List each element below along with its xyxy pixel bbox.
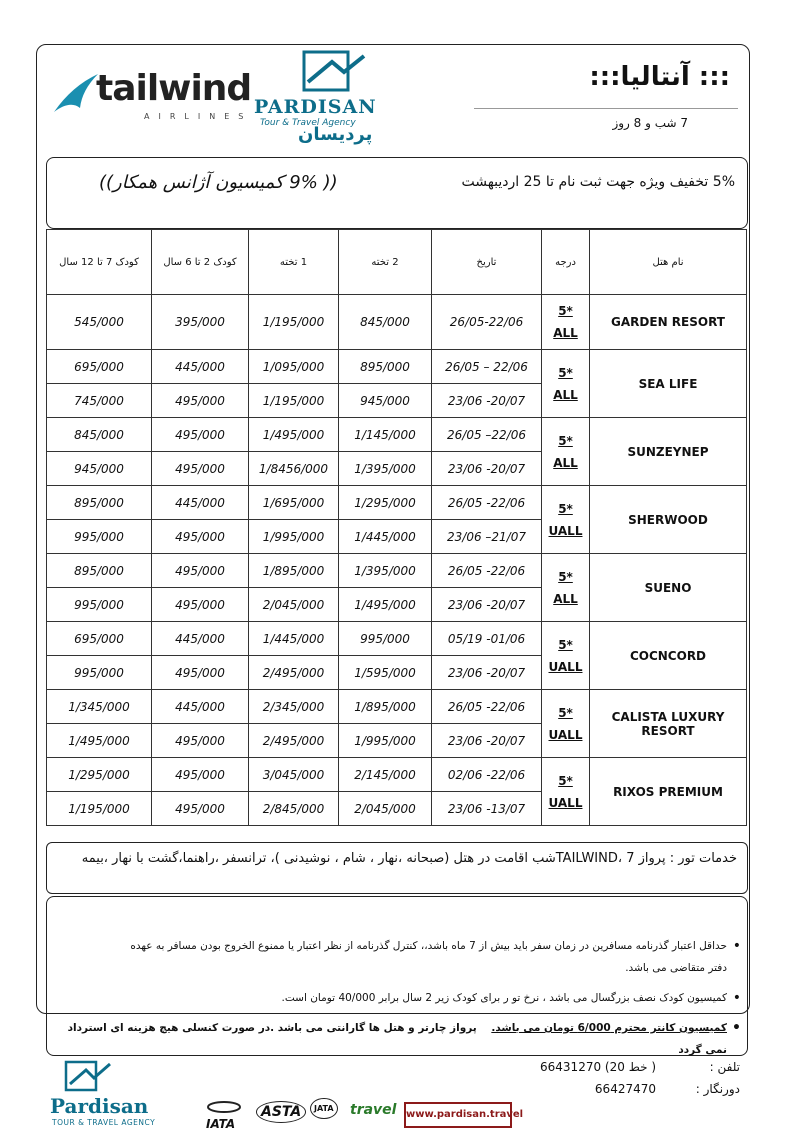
cell-grade (542, 758, 590, 826)
cell-date: 05/19 -01/06 (432, 622, 542, 656)
iata-wings-icon (206, 1100, 242, 1114)
table-row (47, 690, 747, 724)
cell-child-7-12: 1/495/000 (47, 724, 152, 758)
cell-single: 2/045/000 (249, 588, 339, 622)
asta-logo (256, 1104, 306, 1120)
cell-child-7-12: 945/000 (47, 452, 152, 486)
cell-date: 23/06 –21/07 (432, 520, 542, 554)
cell-date: 26/05 –22/06 (432, 418, 542, 452)
cell-double: 1/445/000 (339, 520, 432, 554)
cell-child-2-6: 495/000 (152, 418, 249, 452)
board-type: ALL (553, 387, 578, 402)
jata-label: JATA (310, 1098, 338, 1119)
cell-date: 23/06 -20/07 (432, 384, 542, 418)
fax-label: دورنگار : (695, 1082, 740, 1096)
footer-brand: Pardisan (50, 1094, 149, 1118)
cell-child-2-6: 445/000 (152, 690, 249, 724)
title-box (474, 52, 738, 152)
duration-label: 7 شب و 8 روز (612, 116, 688, 130)
board-type: ALL (553, 591, 578, 606)
title-divider (474, 108, 738, 109)
cell-date: 26/05 -22/06 (432, 690, 542, 724)
board-type: UALL (548, 795, 583, 810)
cell-single: 1/495/000 (249, 418, 339, 452)
footer-pardisan-logo (50, 1060, 180, 1130)
cell-date: 23/06 -13/07 (432, 792, 542, 826)
price-table-body (47, 295, 747, 826)
cell-child-2-6: 445/000 (152, 622, 249, 656)
cell-child-2-6: 445/000 (152, 486, 249, 520)
cell-child-7-12: 895/000 (47, 486, 152, 520)
cell-single: 2/495/000 (249, 724, 339, 758)
cell-child-7-12: 695/000 (47, 622, 152, 656)
board-type: ALL (553, 455, 578, 470)
notes-box (46, 896, 748, 1056)
pardisan-logo-tag: Tour & Travel Agency (260, 118, 356, 128)
services-text: خدمات تور : پرواز TAILWIND، 7شب اقامت در هتل (صبحانه ،نهار ، شام ، نوشیدنی )، ترانسفر ،راهنما،گشت با نهار ،بیمه (81, 851, 737, 866)
cell-child-2-6: 495/000 (152, 656, 249, 690)
cell-child-7-12: 695/000 (47, 350, 152, 384)
cell-double: 1/295/000 (339, 486, 432, 520)
cell-grade (542, 690, 590, 758)
tailwind-logo-text: tailwind (96, 68, 252, 109)
note-counter-commission (47, 1017, 727, 1061)
cell-hotel-name: COCNCORD (590, 622, 747, 690)
cell-date: 02/06 -22/06 (432, 758, 542, 792)
pardisan-logo-text: PARDISAN (254, 96, 377, 118)
cell-child-7-12: 1/295/000 (47, 758, 152, 792)
header-grade: درجه (542, 230, 590, 295)
discount-text: 5% تخفیف ویژه جهت ثبت نام تا 25 اردیبهشت (461, 174, 735, 190)
cell-child-2-6: 495/000 (152, 520, 249, 554)
header-single: 1 تخته (249, 230, 339, 295)
travel-label: travel (350, 1102, 397, 1118)
website-link[interactable]: www.pardisan.travel (404, 1102, 512, 1128)
pardisan-logo (248, 50, 410, 148)
header-date: تاریخ (432, 230, 542, 295)
cell-single: 1/195/000 (249, 295, 339, 350)
cell-single: 3/045/000 (249, 758, 339, 792)
cell-child-2-6: 495/000 (152, 588, 249, 622)
table-row (47, 554, 747, 588)
header-child-2-6: کودک 2 تا 6 سال (152, 230, 249, 295)
cell-hotel-name: SUNZEYNEP (590, 418, 747, 486)
cell-double: 995/000 (339, 622, 432, 656)
cell-child-2-6: 495/000 (152, 384, 249, 418)
star-rating: 5* (558, 637, 573, 652)
cell-grade (542, 295, 590, 350)
cell-double: 1/395/000 (339, 554, 432, 588)
asta-label: ASTA (256, 1101, 306, 1123)
cell-single: 2/345/000 (249, 690, 339, 724)
star-rating: 5* (558, 365, 573, 380)
page-title: ::: آنتالیا::: (589, 62, 730, 92)
cell-date: 23/06 -20/07 (432, 452, 542, 486)
note-passport: • حداقل اعتبار گذرنامه مسافرین در زمان سفر باید بیش از 7 ماه باشد،، کنترل گذرنامه از نظر اعتبار یا ممنوع الخروج بودن مسافر به عهده دفتر متقاضی می باشد. (127, 935, 727, 979)
tailwind-logo (52, 66, 253, 126)
cell-single: 1/695/000 (249, 486, 339, 520)
services-box (46, 842, 748, 894)
table-row (47, 350, 747, 384)
footer-tag: TOUR & TRAVEL AGENCY (52, 1118, 156, 1127)
star-rating: 5* (558, 773, 573, 788)
cell-child-7-12: 1/345/000 (47, 690, 152, 724)
header-double: 2 تخته (339, 230, 432, 295)
phone-label: تلفن : (709, 1060, 740, 1074)
cell-double: 1/595/000 (339, 656, 432, 690)
cell-single: 2/495/000 (249, 656, 339, 690)
board-type: UALL (548, 523, 583, 538)
star-rating: 5* (558, 304, 573, 318)
cell-double: 2/045/000 (339, 792, 432, 826)
cell-single: 2/845/000 (249, 792, 339, 826)
table-row (47, 758, 747, 792)
cell-hotel-name: CALISTA LUXURY RESORT (590, 690, 747, 758)
commission-text: (( 9% کمیسیون آژانس همکار)) (99, 172, 338, 193)
cell-child-2-6: 495/000 (152, 724, 249, 758)
cell-double: 1/995/000 (339, 724, 432, 758)
cell-hotel-name: GARDEN RESORT (590, 295, 747, 350)
jata-logo (310, 1104, 338, 1114)
cell-grade (542, 486, 590, 554)
table-row (47, 486, 747, 520)
cell-date: 23/06 -20/07 (432, 724, 542, 758)
iata-label: IATA (206, 1117, 236, 1131)
cell-date: 23/06 -20/07 (432, 588, 542, 622)
fax-value: 66427470 (594, 1082, 656, 1096)
header-hotel: نام هتل (590, 230, 747, 295)
cell-hotel-name: SUENO (590, 554, 747, 622)
cell-double: 1/395/000 (339, 452, 432, 486)
note-counter-text: کمیسیون کانتر محترم 6/000 تومان می باشد. (491, 1022, 727, 1034)
cell-single: 1/995/000 (249, 520, 339, 554)
cell-date: 23/06 -20/07 (432, 656, 542, 690)
cell-grade (542, 350, 590, 418)
cell-grade (542, 622, 590, 690)
cell-hotel-name: RIXOS PREMIUM (590, 758, 747, 826)
promo-box (46, 157, 748, 229)
cell-child-2-6: 395/000 (152, 295, 249, 350)
iata-logo (206, 1100, 242, 1131)
star-rating: 5* (558, 569, 573, 584)
cell-double: 1/145/000 (339, 418, 432, 452)
cell-child-7-12: 995/000 (47, 588, 152, 622)
cell-date: 26/05 -22/06 (432, 554, 542, 588)
cell-child-7-12: 745/000 (47, 384, 152, 418)
table-row (47, 295, 747, 350)
cell-child-7-12: 995/000 (47, 520, 152, 554)
cell-grade (542, 418, 590, 486)
cell-child-7-12: 995/000 (47, 656, 152, 690)
cell-child-7-12: 1/195/000 (47, 792, 152, 826)
star-rating: 5* (558, 705, 573, 720)
cell-hotel-name: SHERWOOD (590, 486, 747, 554)
cell-date: 26/05 -22/06 (432, 486, 542, 520)
header-child-7-12: کودک 7 تا 12 سال (47, 230, 152, 295)
price-table (46, 229, 747, 826)
cell-child-7-12: 845/000 (47, 418, 152, 452)
star-rating: 5* (558, 433, 573, 448)
table-row (47, 418, 747, 452)
cell-single: 1/8456/000 (249, 452, 339, 486)
cell-child-2-6: 445/000 (152, 350, 249, 384)
cell-date: 26/05-22/06 (432, 295, 542, 350)
travel-logo (350, 1102, 396, 1118)
contact-info (520, 1056, 740, 1106)
board-type: UALL (548, 659, 583, 674)
cell-single: 1/095/000 (249, 350, 339, 384)
cell-double: 845/000 (339, 295, 432, 350)
pardisan-emblem-icon (274, 50, 384, 96)
note-child-commission: • کمیسیون کودک نصف بزرگسال می باشد ، نرخ تو ر برای کودک زیر 2 سال برابر 40/000 تومان است. (282, 987, 727, 1009)
phone-value: 66431270 (20 خط ) (540, 1060, 656, 1074)
cell-child-2-6: 495/000 (152, 792, 249, 826)
footer-emblem-icon (64, 1060, 114, 1094)
cell-double: 895/000 (339, 350, 432, 384)
cell-child-2-6: 495/000 (152, 758, 249, 792)
cell-child-7-12: 895/000 (47, 554, 152, 588)
cell-grade (542, 554, 590, 622)
tailwind-logo-sub: AIRLINES (144, 112, 253, 121)
board-type: ALL (553, 326, 578, 340)
table-header-row (47, 230, 747, 295)
cell-hotel-name: SEA LIFE (590, 350, 747, 418)
cell-single: 1/445/000 (249, 622, 339, 656)
note-charter-text: پرواز چارتر و هتل ها گارانتی می باشد .در صورت کنسلی هیچ هزینه ای استرداد نمی گردد (67, 1022, 727, 1056)
cell-double: 945/000 (339, 384, 432, 418)
cell-double: 1/495/000 (339, 588, 432, 622)
table-row (47, 622, 747, 656)
cell-child-2-6: 495/000 (152, 452, 249, 486)
star-rating: 5* (558, 501, 573, 516)
cell-single: 1/195/000 (249, 384, 339, 418)
cell-double: 1/895/000 (339, 690, 432, 724)
cell-child-2-6: 495/000 (152, 554, 249, 588)
cell-double: 2/145/000 (339, 758, 432, 792)
cell-single: 1/895/000 (249, 554, 339, 588)
cell-child-7-12: 545/000 (47, 295, 152, 350)
cell-date: 26/05 – 22/06 (432, 350, 542, 384)
pardisan-logo-fa: پردیسان (298, 124, 373, 145)
board-type: UALL (548, 727, 583, 742)
